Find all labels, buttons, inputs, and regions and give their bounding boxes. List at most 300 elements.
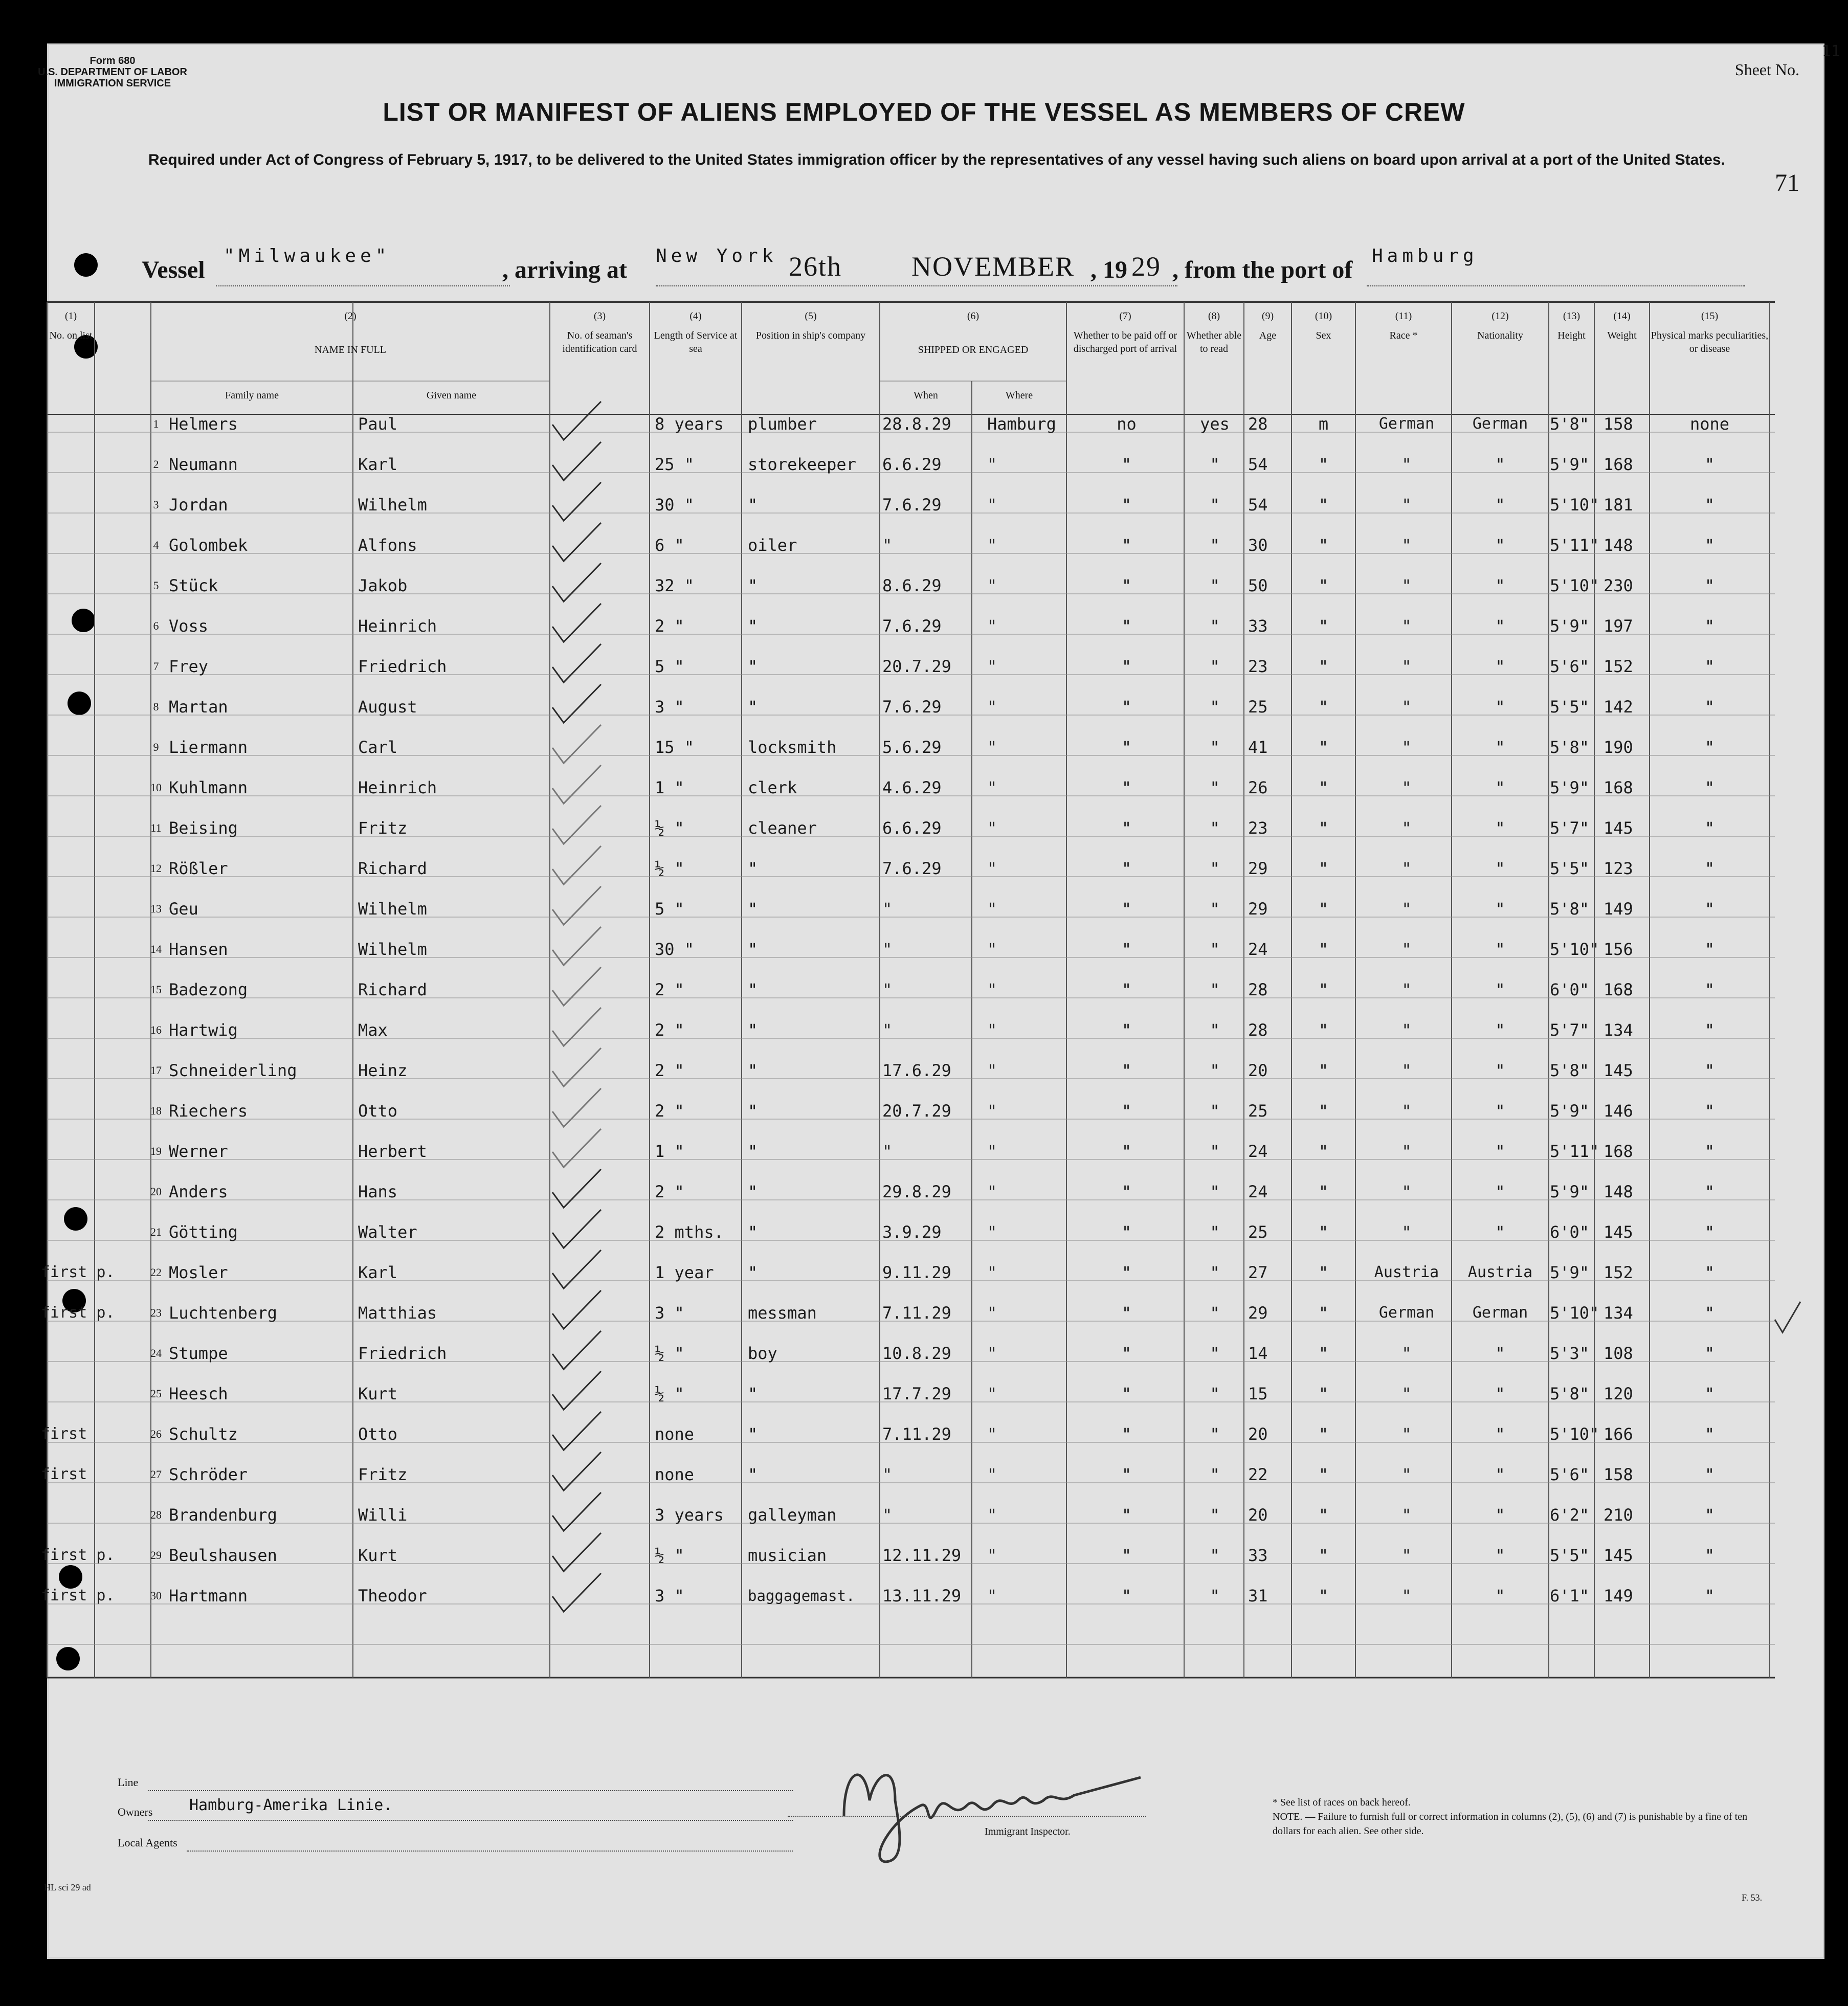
cell-position: locksmith	[748, 738, 837, 757]
cell-family: Riechers	[169, 1101, 248, 1121]
cell-age: 41	[1248, 738, 1268, 757]
cell-height: 5'8"	[1550, 738, 1590, 757]
cell-read: "	[1210, 1020, 1220, 1040]
check-mark	[552, 644, 601, 682]
cell-marks: "	[1704, 859, 1715, 878]
check-mark	[552, 482, 601, 521]
cell-when: 7.11.29	[882, 1303, 951, 1323]
cell-nat: "	[1495, 1182, 1505, 1201]
column-number: (14)	[1613, 310, 1631, 322]
cell-height: 5'9"	[1550, 778, 1590, 797]
cell-when: 17.7.29	[882, 1384, 951, 1403]
cell-weight: 148	[1604, 1182, 1633, 1201]
cell-position: baggagemast.	[748, 1587, 855, 1604]
cell-family: Kuhlmann	[169, 778, 248, 797]
cell-nat: "	[1495, 1020, 1505, 1040]
cell-age: 50	[1248, 576, 1268, 595]
cell-nat: "	[1495, 1424, 1505, 1444]
check-mark	[552, 806, 601, 844]
cell-no: 18	[150, 1104, 162, 1117]
cell-race: "	[1401, 1546, 1412, 1565]
inspector-label: Immigrant Inspector.	[985, 1826, 1071, 1837]
check-mark	[552, 1492, 601, 1531]
cell-race: "	[1401, 818, 1412, 838]
cell-family: Frey	[169, 657, 209, 676]
column-header	[1184, 309, 1244, 355]
cell-given: Friedrich	[358, 657, 447, 676]
check-mark	[552, 886, 601, 925]
column-label: No. of seaman's identification card	[562, 330, 637, 354]
cell-family: Schneiderling	[169, 1061, 297, 1080]
cell-family: Hartwig	[169, 1020, 238, 1040]
cell-nat: "	[1495, 1344, 1505, 1363]
check-mark	[552, 927, 601, 965]
cell-race: "	[1401, 697, 1412, 717]
cell-age: 54	[1248, 455, 1268, 474]
check-mark	[552, 1452, 601, 1490]
column-header	[1066, 309, 1184, 355]
cell-marks: "	[1704, 778, 1715, 797]
page-title: LIST OR MANIFEST OF ALIENS EMPLOYED OF THE VESSEL AS MEMBERS OF CREW	[383, 98, 1465, 126]
cell-height: 5'9"	[1550, 1182, 1590, 1201]
cell-position: "	[748, 576, 758, 595]
cell-weight: 134	[1604, 1020, 1633, 1040]
cell-where: "	[987, 1263, 997, 1282]
cell-height: 5'8"	[1550, 899, 1590, 919]
cell-position: "	[748, 657, 758, 676]
column-number: (12)	[1491, 310, 1509, 322]
cell-position: "	[748, 1020, 758, 1040]
cell-where: "	[987, 616, 997, 636]
cell-nat: "	[1495, 1061, 1505, 1080]
cell-position: "	[748, 1222, 758, 1242]
cell-given: Paul	[358, 414, 398, 434]
column-label: Nationality	[1477, 330, 1523, 341]
cell-position: "	[748, 1384, 758, 1403]
cell-height: 5'8"	[1550, 1384, 1590, 1403]
cell-race: "	[1401, 1020, 1412, 1040]
cell-where: "	[987, 859, 997, 878]
cell-nat: "	[1495, 616, 1505, 636]
cell-read: "	[1210, 738, 1220, 757]
column-header	[1549, 309, 1594, 342]
cell-nat: German	[1472, 415, 1528, 433]
cell-where: "	[987, 1101, 997, 1121]
cell-no: 27	[150, 1468, 162, 1481]
cell-paid: "	[1121, 1142, 1132, 1161]
cell-paid: "	[1121, 616, 1132, 636]
cell-when: 5.6.29	[882, 738, 942, 757]
corner-number: 71	[1775, 169, 1799, 196]
cell-sex: "	[1318, 818, 1329, 838]
cell-age: 22	[1248, 1465, 1268, 1484]
cell-paid: "	[1121, 1465, 1132, 1484]
cell-service: 2 mths.	[655, 1222, 724, 1242]
check-mark	[552, 1412, 601, 1450]
cell-when: 28.8.29	[882, 414, 951, 434]
cell-paid: "	[1121, 657, 1132, 676]
cell-marks: "	[1704, 657, 1715, 676]
cell-marks: "	[1704, 1546, 1715, 1565]
cell-family: Götting	[169, 1222, 238, 1242]
cell-age: 25	[1248, 1101, 1268, 1121]
cell-service: ½ "	[655, 818, 684, 838]
cell-where: "	[987, 1465, 997, 1484]
cell-where: "	[987, 940, 997, 959]
cell-given: Otto	[358, 1424, 398, 1444]
cell-service: 6 "	[655, 536, 684, 555]
department-name: U.S. DEPARTMENT OF LABOR	[38, 66, 187, 78]
cell-read: "	[1210, 940, 1220, 959]
cell-nat: "	[1495, 1465, 1505, 1484]
cell-read: "	[1210, 536, 1220, 555]
cell-sex: "	[1318, 697, 1329, 717]
cell-position: galleyman	[748, 1505, 837, 1525]
sheet-number-value: 11	[1821, 42, 1840, 60]
cell-height: 5'9"	[1550, 616, 1590, 636]
penalty-note: NOTE. — Failure to furnish full or correct information in columns (2), (5), (6) and (7) is punishable by a fine of ten dollars for each alien. See other side.	[1273, 1811, 1748, 1837]
cell-position: "	[748, 1142, 758, 1161]
cell-given: Richard	[358, 980, 427, 999]
cell-paid: "	[1121, 778, 1132, 797]
cell-sex: "	[1318, 1505, 1329, 1525]
cell-height: 5'7"	[1550, 818, 1590, 838]
cell-position: "	[748, 616, 758, 636]
cell-height: 5'3"	[1550, 1344, 1590, 1363]
cell-sex: "	[1318, 1424, 1329, 1444]
cell-race: "	[1401, 536, 1412, 555]
cell-family: Rößler	[169, 859, 228, 878]
cell-nat: "	[1495, 778, 1505, 797]
cell-given: Wilhelm	[358, 940, 427, 959]
cell-service: 1 year	[655, 1263, 714, 1282]
column-header	[650, 309, 742, 355]
cell-weight: 145	[1604, 1546, 1633, 1565]
cell-nat: "	[1495, 1384, 1505, 1403]
check-mark	[552, 523, 601, 561]
cell-sex: "	[1318, 455, 1329, 474]
cell-nat: German	[1472, 1304, 1528, 1322]
cell-position: clerk	[748, 778, 797, 797]
cell-where: "	[987, 1344, 997, 1363]
cell-family: Schultz	[169, 1424, 238, 1444]
cell-where: "	[987, 1586, 997, 1606]
cell-position: cleaner	[748, 818, 817, 838]
cell-sex: "	[1318, 1222, 1329, 1242]
cell-paid: "	[1121, 899, 1132, 919]
column-label: Physical marks peculiarities, or disease	[1651, 330, 1769, 354]
vessel-name: "Milwaukee"	[224, 246, 391, 266]
cell-position: boy	[748, 1344, 777, 1363]
cell-no: 6	[153, 619, 159, 632]
check-mark	[552, 1169, 601, 1208]
cell-weight: 210	[1604, 1505, 1633, 1525]
cell-position: "	[748, 1263, 758, 1282]
column-label: Sex	[1316, 330, 1331, 341]
cell-sex: "	[1318, 940, 1329, 959]
cell-when: "	[882, 536, 893, 555]
cell-race: "	[1401, 738, 1412, 757]
cell-when: 3.9.29	[882, 1222, 942, 1242]
cell-read: "	[1210, 1101, 1220, 1121]
cell-note: first p.	[41, 1263, 115, 1281]
cell-no: 17	[150, 1064, 162, 1077]
cell-no: 12	[150, 862, 162, 875]
cell-service: 2 "	[655, 1061, 684, 1080]
cell-age: 23	[1248, 818, 1268, 838]
cell-family: Mosler	[169, 1263, 228, 1282]
cell-race: "	[1401, 1182, 1412, 1201]
cell-marks: "	[1704, 536, 1715, 555]
check-mark	[552, 967, 601, 1006]
cell-given: Friedrich	[358, 1344, 447, 1363]
cell-race: "	[1401, 495, 1412, 515]
cell-no: 29	[150, 1549, 162, 1562]
cell-height: 5'7"	[1550, 1020, 1590, 1040]
cell-race: "	[1401, 657, 1412, 676]
cell-race: "	[1401, 616, 1412, 636]
cell-paid: "	[1121, 940, 1132, 959]
cell-no: 13	[150, 902, 162, 915]
cell-note: first	[41, 1425, 87, 1443]
cell-no: 4	[153, 539, 159, 551]
column-number: (5)	[805, 310, 817, 322]
cell-marks: "	[1704, 1263, 1715, 1282]
cell-when: 7.6.29	[882, 616, 942, 636]
cell-height: 5'8"	[1550, 1061, 1590, 1080]
cell-service: 5 "	[655, 899, 684, 919]
column-number: (4)	[689, 310, 702, 322]
cell-race: "	[1401, 1384, 1412, 1403]
cell-given: Heinrich	[358, 616, 437, 636]
vessel-label: Vessel	[142, 256, 205, 283]
cell-position: "	[748, 1061, 758, 1080]
cell-paid: "	[1121, 980, 1132, 999]
cell-age: 27	[1248, 1263, 1268, 1282]
cell-nat: "	[1495, 657, 1505, 676]
cell-height: 6'0"	[1550, 1222, 1590, 1242]
column-header	[880, 309, 1066, 356]
cell-when: 4.6.29	[882, 778, 942, 797]
check-mark	[552, 402, 601, 440]
cell-age: 20	[1248, 1061, 1268, 1080]
cell-service: 32 "	[655, 576, 695, 595]
cell-weight: 168	[1604, 1142, 1633, 1161]
check-mark	[552, 846, 601, 884]
cell-paid: "	[1121, 536, 1132, 555]
cell-age: 15	[1248, 1384, 1268, 1403]
cell-service: ½ "	[655, 1344, 684, 1363]
cell-paid: "	[1121, 455, 1132, 474]
check-mark	[552, 1533, 601, 1571]
cell-sex: "	[1318, 778, 1329, 797]
cell-given: Matthias	[358, 1303, 437, 1323]
cell-weight: 152	[1604, 1263, 1633, 1282]
cell-when: "	[882, 1505, 893, 1525]
cell-when: "	[882, 940, 893, 959]
cell-nat: "	[1495, 818, 1505, 838]
cell-sex: "	[1318, 1586, 1329, 1606]
cell-given: Otto	[358, 1101, 398, 1121]
cell-marks: "	[1704, 455, 1715, 474]
cell-weight: 168	[1604, 980, 1633, 999]
cell-where: "	[987, 697, 997, 717]
column-header	[1650, 309, 1770, 355]
cell-paid: "	[1121, 697, 1132, 717]
arrival-month: NOVEMBER	[911, 251, 1075, 282]
cell-no: 10	[150, 781, 162, 794]
cell-no: 11	[150, 821, 162, 834]
cell-where: "	[987, 1142, 997, 1161]
cell-sex: "	[1318, 1061, 1329, 1080]
cell-where: "	[987, 818, 997, 838]
cell-given: Hans	[358, 1182, 398, 1201]
cell-race: Austria	[1374, 1263, 1439, 1281]
cell-when: 29.8.29	[882, 1182, 951, 1201]
cell-no: 25	[150, 1387, 162, 1400]
cell-marks: "	[1704, 1061, 1715, 1080]
cell-read: "	[1210, 576, 1220, 595]
cell-note: first p.	[41, 1587, 115, 1604]
cell-given: Richard	[358, 859, 427, 878]
column-number: (8)	[1208, 310, 1220, 322]
cell-position: messman	[748, 1303, 817, 1323]
cell-race: "	[1401, 1465, 1412, 1484]
cell-sex: "	[1318, 1344, 1329, 1363]
cell-read: "	[1210, 1182, 1220, 1201]
cell-read: "	[1210, 1263, 1220, 1282]
cell-when: "	[882, 899, 893, 919]
cell-race: "	[1401, 1344, 1412, 1363]
cell-nat: "	[1495, 1222, 1505, 1242]
owners-value: Hamburg-Amerika Linie.	[189, 1796, 393, 1814]
page-subtitle: Required under Act of Congress of February 5, 1917, to be delivered to the United States immigration officer by the representatives of any vessel having such aliens on board upon arrival at a port of the United States.	[148, 151, 1725, 168]
race-note: * See list of races on back hereof.	[1273, 1797, 1411, 1808]
cell-when: 7.6.29	[882, 697, 942, 717]
cell-race: German	[1378, 415, 1435, 433]
cell-paid: "	[1121, 576, 1132, 595]
column-label: Whether able to read	[1186, 330, 1242, 354]
cell-sex: "	[1318, 1546, 1329, 1565]
cell-given: Karl	[358, 455, 398, 474]
column-number: (13)	[1563, 310, 1580, 322]
cell-when: 20.7.29	[882, 657, 951, 676]
cell-no: 22	[150, 1266, 162, 1279]
cell-age: 25	[1248, 697, 1268, 717]
cell-given: Fritz	[358, 1465, 408, 1484]
cell-race: "	[1401, 899, 1412, 919]
cell-marks: "	[1704, 1505, 1715, 1525]
cell-marks: "	[1704, 1344, 1715, 1363]
cell-where: "	[987, 657, 997, 676]
cell-family: Werner	[169, 1142, 228, 1161]
column-header	[1594, 309, 1650, 342]
cell-marks: "	[1704, 697, 1715, 717]
column-subheader: Where	[1005, 390, 1033, 401]
cell-service: 5 "	[655, 657, 684, 676]
form-number: Form 680	[90, 55, 136, 66]
cell-nat: "	[1495, 1505, 1505, 1525]
cell-when: 8.6.29	[882, 576, 942, 595]
column-number: (9)	[1261, 310, 1274, 322]
cell-read: "	[1210, 1142, 1220, 1161]
cell-race: "	[1401, 1142, 1412, 1161]
cell-given: Wilhelm	[358, 495, 427, 515]
cell-age: 23	[1248, 657, 1268, 676]
cell-age: 14	[1248, 1344, 1268, 1363]
cell-no: 3	[153, 498, 159, 511]
cell-read: "	[1210, 616, 1220, 636]
cell-weight: 158	[1604, 414, 1633, 434]
cell-family: Voss	[169, 616, 209, 636]
cell-sex: "	[1318, 980, 1329, 999]
cell-height: 5'10"	[1550, 1303, 1599, 1323]
cell-weight: 145	[1604, 1222, 1633, 1242]
cell-height: 5'10"	[1550, 576, 1599, 595]
cell-marks: "	[1704, 495, 1715, 515]
cell-given: Karl	[358, 1263, 398, 1282]
cell-given: Herbert	[358, 1142, 427, 1161]
cell-race: "	[1401, 1101, 1412, 1121]
column-number: (3)	[593, 310, 606, 322]
column-subheader: When	[914, 390, 938, 401]
cell-nat: "	[1495, 738, 1505, 757]
cell-marks: "	[1704, 576, 1715, 595]
column-header	[1292, 309, 1355, 342]
cell-family: Helmers	[169, 414, 238, 434]
cell-service: ½ "	[655, 859, 684, 878]
cell-weight: 123	[1604, 859, 1633, 878]
cell-age: 29	[1248, 1303, 1268, 1323]
cell-service: ½ "	[655, 1384, 684, 1403]
cell-note: first p.	[41, 1304, 115, 1322]
cell-where: "	[987, 495, 997, 515]
cell-family: Luchtenberg	[169, 1303, 277, 1323]
cell-note: first	[41, 1465, 87, 1483]
cell-sex: "	[1318, 657, 1329, 676]
cell-marks: "	[1704, 818, 1715, 838]
cell-service: 1 "	[655, 1142, 684, 1161]
column-label: SHIPPED OR ENGAGED	[918, 344, 1029, 355]
cell-no: 20	[150, 1185, 162, 1198]
owners-label: Owners	[118, 1806, 153, 1818]
cell-nat: "	[1495, 1101, 1505, 1121]
check-mark	[552, 1331, 601, 1369]
cell-marks: "	[1704, 1020, 1715, 1040]
cell-no: 9	[153, 741, 159, 753]
cell-service: none	[655, 1424, 695, 1444]
cell-service: 2 "	[655, 1020, 684, 1040]
cell-marks: "	[1704, 1101, 1715, 1121]
cell-family: Schröder	[169, 1465, 248, 1484]
cell-where: "	[987, 1222, 997, 1242]
cell-sex: "	[1318, 495, 1329, 515]
cell-age: 20	[1248, 1505, 1268, 1525]
cell-position: "	[748, 495, 758, 515]
cell-weight: 168	[1604, 778, 1633, 797]
cell-race: "	[1401, 1222, 1412, 1242]
column-number: (6)	[967, 310, 979, 322]
cell-age: 29	[1248, 859, 1268, 878]
cell-read: yes	[1200, 414, 1230, 434]
cell-where: "	[987, 1061, 997, 1080]
cell-height: 5'9"	[1550, 1263, 1590, 1282]
cell-given: Kurt	[358, 1384, 398, 1403]
cell-given: August	[358, 697, 417, 717]
cell-race: "	[1401, 778, 1412, 797]
cell-paid: "	[1121, 1424, 1132, 1444]
check-mark	[552, 1008, 601, 1046]
